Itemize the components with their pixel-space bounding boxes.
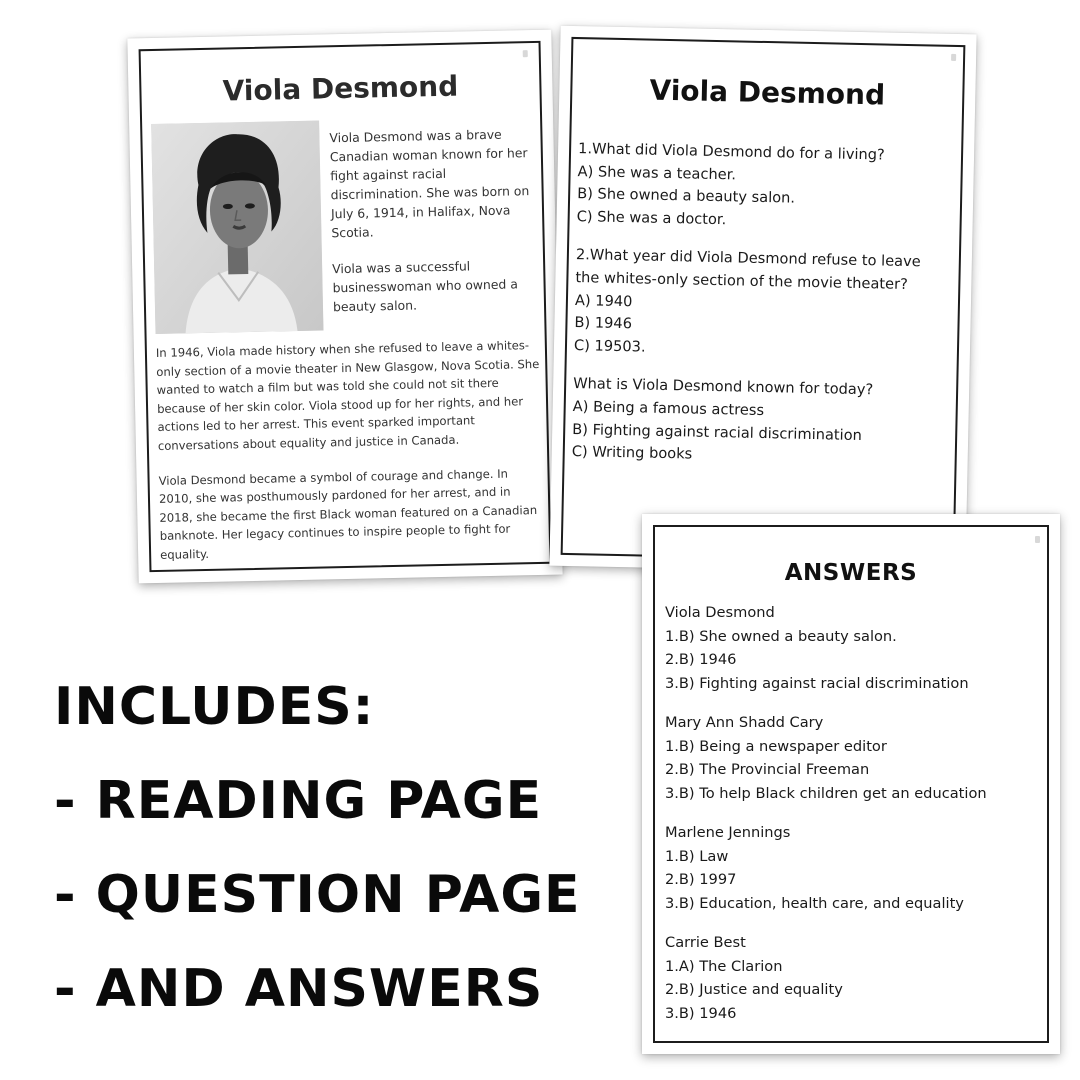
answers-page-preview	[642, 514, 1060, 1054]
includes-list	[54, 660, 581, 1036]
answer-line: 2.B) Justice and equality	[665, 981, 843, 998]
includes-item: - AND ANSWERS	[54, 959, 544, 1019]
answer-line: 1.A) The Clarion	[665, 957, 783, 975]
corner-mark	[1035, 536, 1040, 543]
group-name: Carrie Best	[665, 934, 746, 951]
answer-option: C) She was a doctor.	[576, 207, 727, 228]
includes-item: - QUESTION PAGE	[54, 865, 581, 925]
answer-line: 1.B) Being a newspaper editor	[665, 737, 887, 755]
answer-line: 1.B) Law	[665, 847, 729, 865]
answer-line: 3.B) Fighting against racial discrimination	[665, 674, 969, 692]
answer-option: B) Fighting against racial discrimination	[572, 420, 863, 444]
paragraph: Viola Desmond became a symbol of courage and change. In 2010, she was posthumously pardoned for her arrest, and in 2018, she became the first Black woman featured on a Canadian banknote. Her legacy continues to inspire people to fight for equality.	[158, 466, 538, 562]
answer-line: 3.B) Education, health care, and equality	[665, 894, 964, 912]
answer-line: 3.B) To help Black children get an education	[665, 784, 987, 802]
body-text	[156, 336, 547, 581]
answer-option: B) 1946	[574, 314, 633, 333]
answer-key-list	[665, 601, 1045, 1041]
answer-group	[665, 931, 1045, 1025]
answer-option: C) 19503.	[573, 336, 646, 356]
question-item	[576, 138, 958, 236]
answer-line: 2.B) The Provincial Freeman	[665, 761, 870, 778]
answer-option: B) She owned a beauty salon.	[577, 185, 796, 207]
question-list	[571, 138, 958, 488]
reading-page-preview	[127, 30, 562, 584]
paragraph: Viola was a successful businesswoman who owned a beauty salon.	[332, 258, 519, 315]
answer-group	[665, 821, 1045, 915]
question-page-preview	[549, 26, 976, 575]
portrait-photo	[151, 121, 323, 334]
answer-line: 2.B) 1946	[665, 651, 737, 668]
answer-line: 2.B) 1997	[665, 871, 737, 888]
question-page-title: Viola Desmond	[649, 73, 886, 112]
corner-mark	[951, 54, 956, 61]
answer-option: A) Being a famous actress	[572, 397, 765, 419]
question-item	[574, 244, 956, 365]
answer-group	[665, 601, 1045, 695]
question-text: What is Viola Desmond known for today?	[573, 375, 874, 399]
answers-title: ANSWERS	[784, 560, 918, 586]
question-text: 2.What year did Viola Desmond refuse to leave	[575, 246, 921, 271]
paragraph: Viola Desmond was a brave Canadian woman known for her fight against racial discrimination. She was born on July 6, 1914, in Halifax, Nova Scotia.	[329, 126, 530, 241]
answer-line: 3.B) 1946	[665, 1004, 737, 1022]
answer-option: C) Writing books	[571, 443, 693, 463]
group-name: Marlene Jennings	[665, 824, 791, 841]
corner-mark	[523, 50, 528, 57]
question-text: the whites-only section of the movie theater?	[575, 269, 909, 293]
question-text: 1.What did Viola Desmond do for a living?	[577, 140, 885, 164]
intro-text	[329, 124, 533, 333]
includes-item: - READING PAGE	[54, 771, 543, 831]
group-name: Mary Ann Shadd Cary	[665, 714, 824, 731]
answer-line: 1.B) She owned a beauty salon.	[665, 627, 897, 645]
answer-option: A) 1940	[574, 291, 633, 310]
answer-option: A) She was a teacher.	[577, 162, 737, 183]
paragraph: In 1946, Viola made history when she refused to leave a whites-only section of a movie theater in New Glasgow, Nova Scotia. She wanted to watch a film but was told she could not sit there because of her skin color. Viola stood up for her rights, and her actions led to her arrest. This event sparked important conversations about equality and justice in Canada.	[155, 338, 540, 453]
reading-page-title: Viola Desmond	[222, 69, 459, 108]
question-item	[572, 373, 954, 471]
includes-heading: INCLUDES:	[54, 677, 375, 737]
answer-group	[665, 711, 1045, 805]
group-name: Viola Desmond	[665, 604, 775, 621]
